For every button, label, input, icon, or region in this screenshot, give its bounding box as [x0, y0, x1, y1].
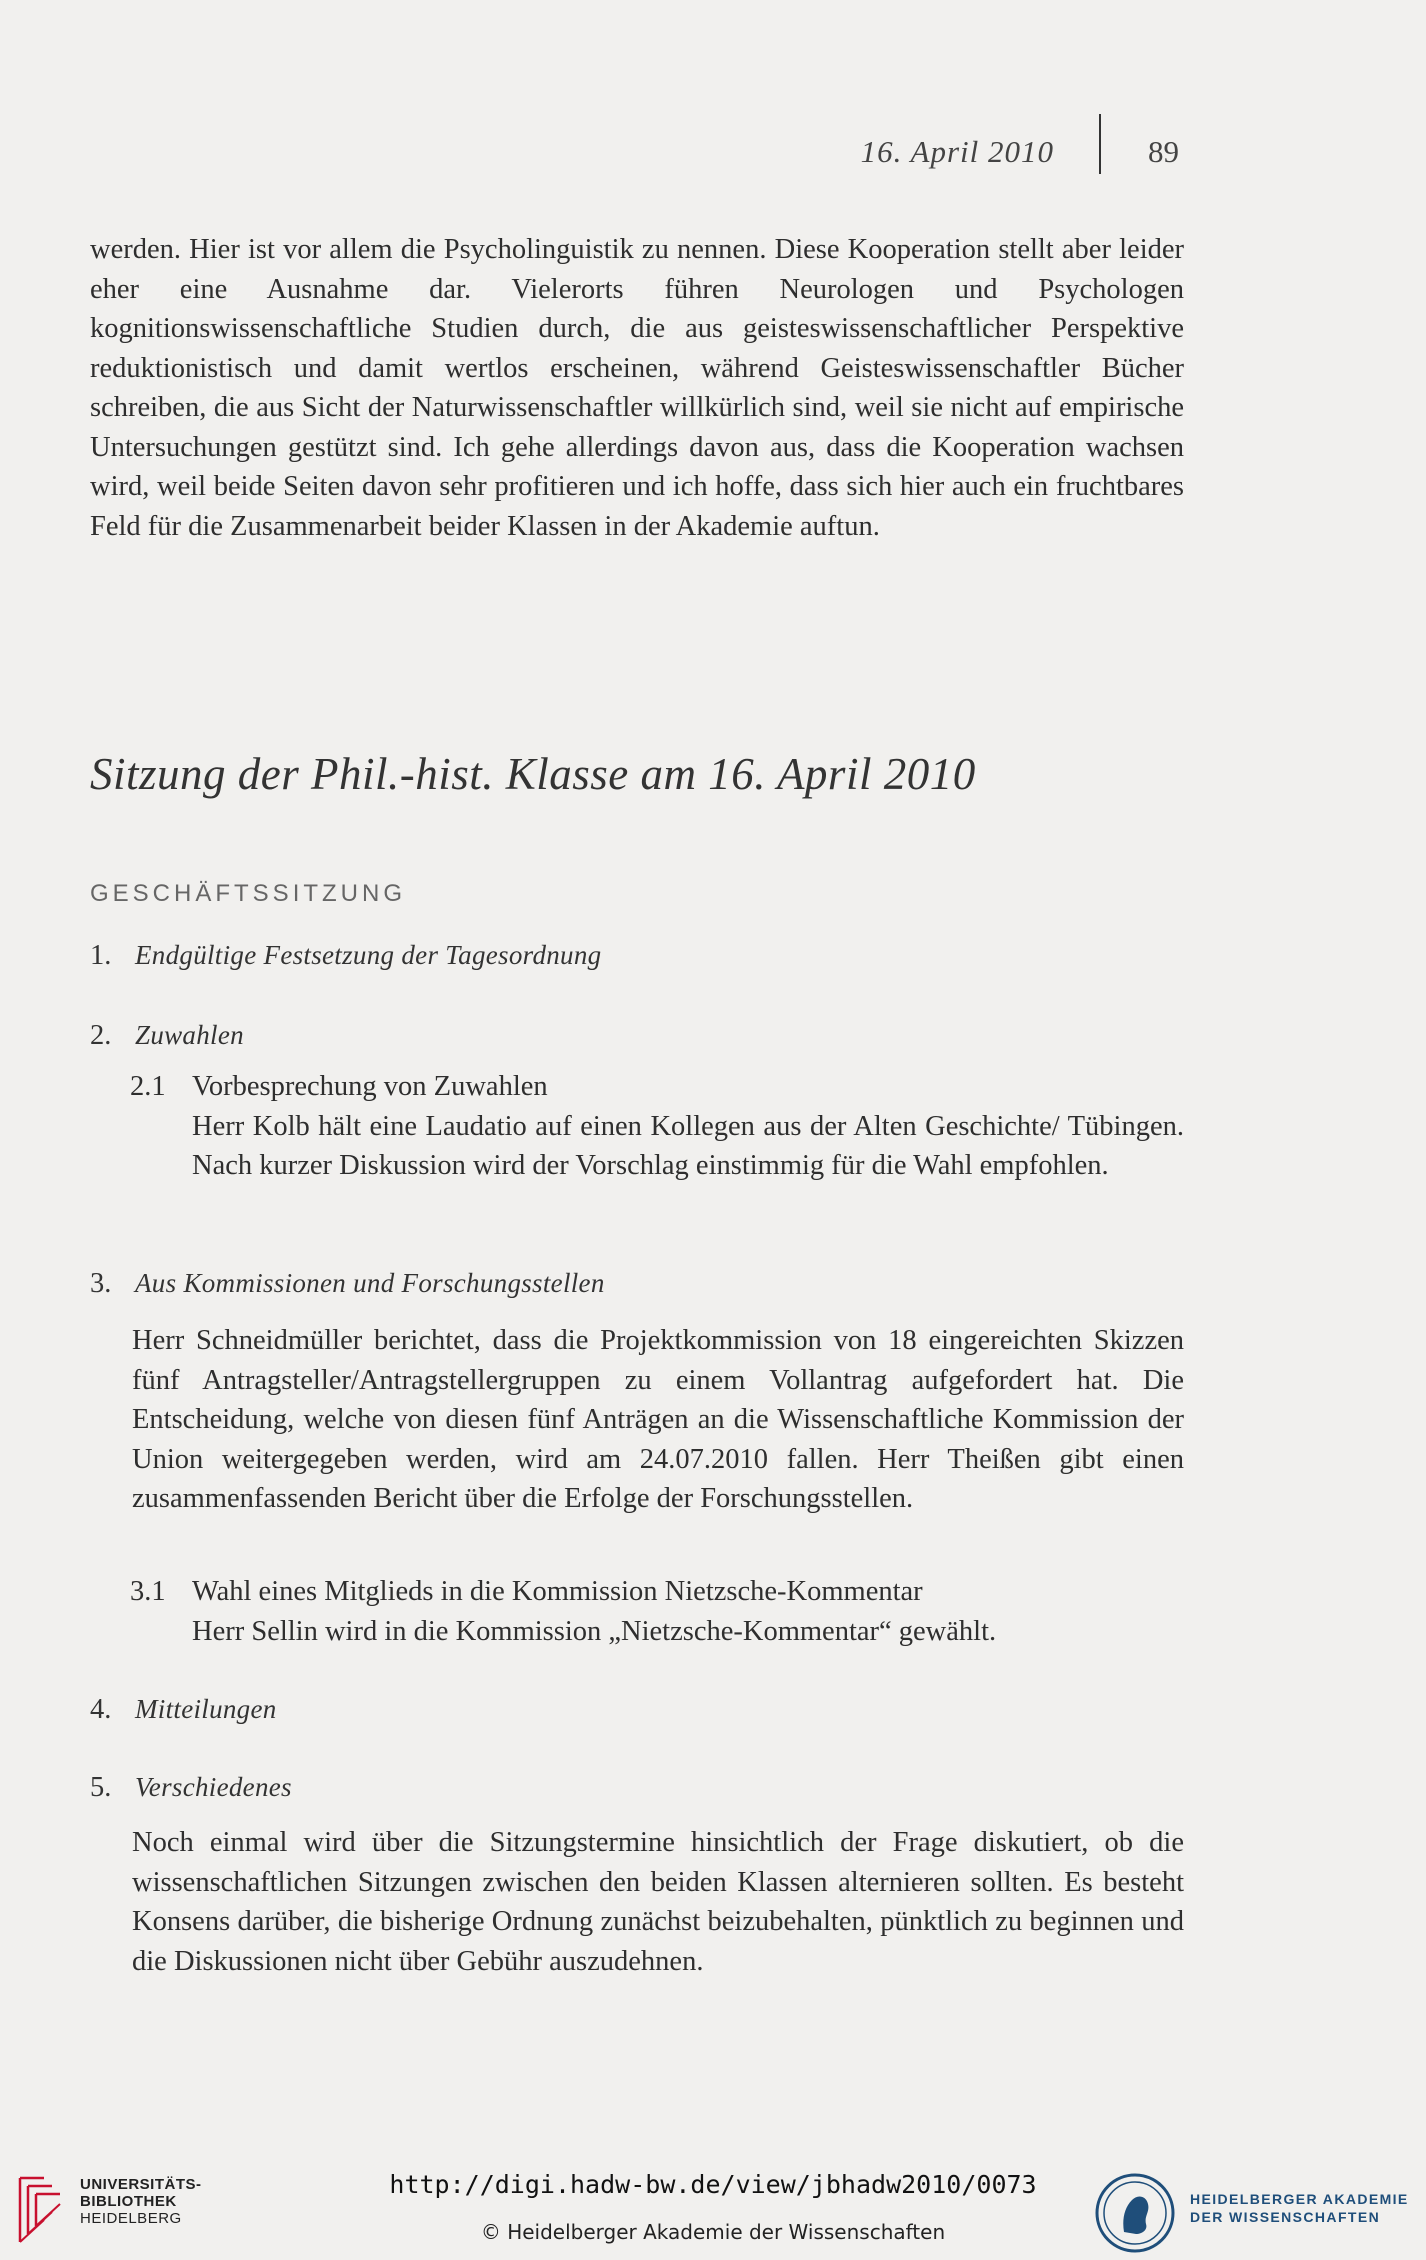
footer-url[interactable]: http://digi.hadw-bw.de/view/jbhadw2010/0073	[389, 2170, 1037, 2199]
agenda-item-label: Zuwahlen	[135, 1020, 244, 1050]
library-name-line: HEIDELBERG	[80, 2210, 182, 2227]
header-date: 16. April 2010	[860, 134, 1054, 169]
agenda-item-5	[90, 1768, 292, 1808]
agenda-item-number: 4.	[90, 1694, 112, 1725]
subsection-heading: GESCHÄFTSSITZUNG	[90, 880, 407, 907]
item-3-paragraph: Herr Schneidmüller berichtet, dass die Projektkommission von 18 eingereichten Skizzen fünf Antragsteller/Antragstellergruppen zu einem Vollantrag aufgefordert hat. Die Entscheidung, welche von diesen fünf Anträgen an die Wissenschaftliche Kommission der Union weitergegeben werden, wird am 24.07.2010 fallen. Herr Theißen gibt einen zusammenfassenden Bericht über die Erfolge der Forschungsstellen.	[132, 1325, 1184, 1514]
agenda-item-number: 5.	[90, 1772, 112, 1803]
agenda-item-label: Endgültige Festsetzung der Tagesordnung	[135, 940, 602, 970]
agenda-item-number: 2.	[90, 1020, 112, 1051]
agenda-subitem-3-1	[130, 1572, 1184, 1651]
footer-bar	[0, 2160, 1426, 2260]
running-header	[0, 130, 1426, 170]
subitem-body: Herr Kolb hält eine Laudatio auf einen Kollegen aus der Alten Geschichte/ Tübingen. Nach kurzer Diskussion wird der Vorschlag einstimmig für die Wahl empfohlen.	[192, 1110, 1184, 1181]
academy-name-line: DER WISSENSCHAFTEN	[1190, 2209, 1381, 2225]
item-5-paragraph: Noch einmal wird über die Sitzungstermine hinsichtlich der Frage diskutiert, ob die wissenschaftlichen Sitzungen zwischen den beiden Klassen alternieren sollten. Es besteht Konsens darüber, die bisherige Ordnung zunächst beizubehalten, pünktlich zu beginnen und die Diskussionen nicht über Gebühr auszudehnen.	[132, 1827, 1184, 1977]
agenda-item-1	[90, 936, 601, 976]
agenda-item-label: Aus Kommissionen und Forschungsstellen	[135, 1268, 605, 1298]
page-number: 89	[1148, 134, 1179, 169]
subitem-title: Wahl eines Mitglieds in die Kommission Nietzsche-Kommentar	[192, 1576, 923, 1607]
academy-seal-icon	[1094, 2172, 1176, 2254]
library-name-line: UNIVERSITÄTS-	[80, 2176, 202, 2193]
subitem-title: Vorbesprechung von Zuwahlen	[192, 1071, 548, 1102]
agenda-item-number: 3.	[90, 1268, 112, 1299]
agenda-item-number: 1.	[90, 940, 112, 971]
agenda-item-label: Mitteilungen	[135, 1694, 277, 1724]
academy-name-line: HEIDELBERGER AKADEMIE	[1190, 2191, 1409, 2207]
agenda-item-2	[90, 1016, 244, 1056]
library-name-line: BIBLIOTHEK	[80, 2193, 177, 2210]
subitem-body: Herr Sellin wird in die Kommission „Nietzsche-Kommentar“ gewählt.	[192, 1615, 997, 1647]
agenda-item-4	[90, 1690, 277, 1730]
agenda-item-3	[90, 1264, 605, 1304]
intro-paragraph: werden. Hier ist vor allem die Psycholinguistik zu nennen. Diese Kooperation stellt aber leider eher eine Ausnahme dar. Vielerorts führen Neurologen und Psychologen kognitionswissenschaftliche Studien durch, die aus geisteswissenschaftlicher Perspektive reduktionistisch und damit wertlos erscheinen, während Geisteswissenschaftler Bücher schreiben, die aus Sicht der Naturwissenschaftler willkürlich sind, weil sie nicht auf empirische Untersuchungen gestützt sind. Ich gehe allerdings davon aus, dass die Kooperation wachsen wird, weil beide Seiten davon sehr profitieren und ich hoffe, dass sich hier auch ein fruchtbares Feld für die Zusammenarbeit beider Klassen in der Akademie auftun.	[90, 234, 1184, 542]
academy-name	[1190, 2190, 1409, 2226]
section-title: Sitzung der Phil.-hist. Klasse am 16. April 2010	[90, 749, 976, 799]
subitem-number: 2.1	[130, 1071, 166, 1102]
header-divider	[1099, 114, 1101, 174]
agenda-subitem-2-1	[130, 1067, 1184, 1186]
subitem-number: 3.1	[130, 1576, 166, 1607]
agenda-item-label: Verschiedenes	[135, 1772, 292, 1802]
footer-copyright: © Heidelberger Akademie der Wissenschaften	[480, 2220, 946, 2244]
